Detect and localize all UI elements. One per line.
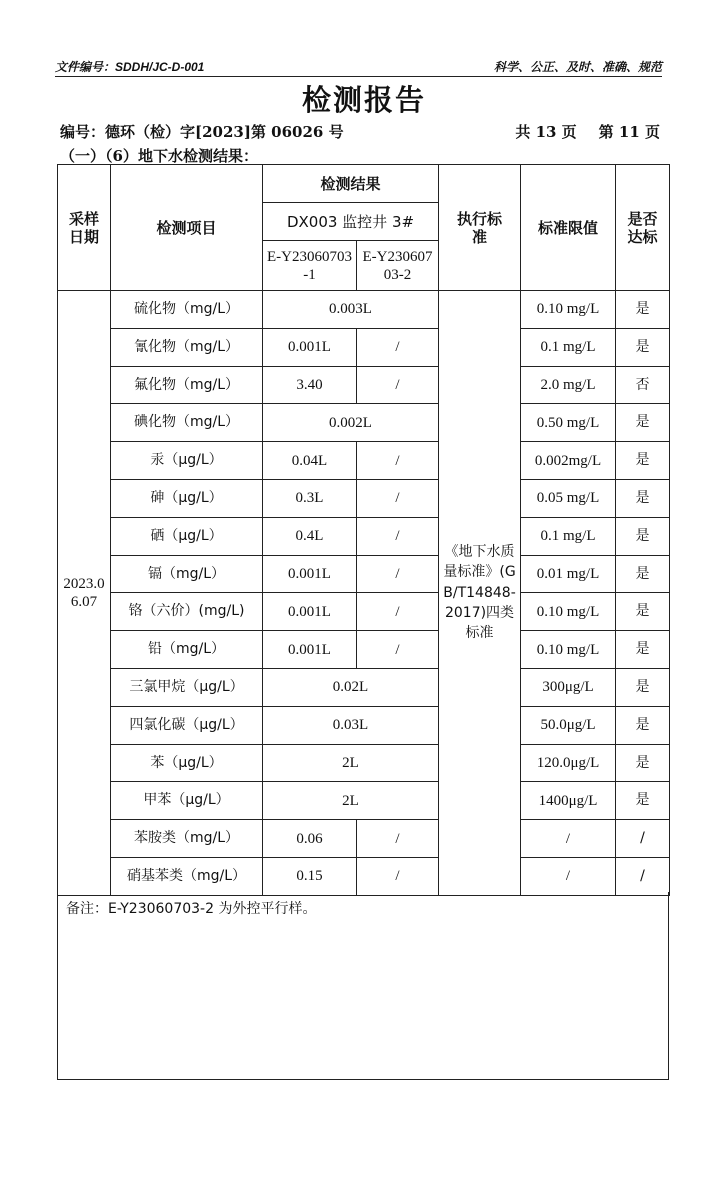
- result-sample-1: 0.3L: [263, 479, 357, 517]
- table-row: [58, 479, 670, 517]
- test-item: 硝基苯类（mg/L）: [111, 857, 263, 895]
- test-item: 汞（μg/L）: [111, 442, 263, 480]
- limit-value: 0.05 mg/L: [521, 479, 616, 517]
- section-heading: （一）（6）地下水检测结果：: [60, 147, 258, 165]
- result-sample-1: 3.40: [263, 366, 357, 404]
- limit-value: 2.0 mg/L: [521, 366, 616, 404]
- result-sample-2: /: [357, 442, 439, 480]
- result-sample-1: 0.001L: [263, 328, 357, 366]
- result-merged: 0.002L: [263, 404, 439, 442]
- compliance-value: 是: [616, 706, 670, 744]
- result-sample-2: /: [357, 555, 439, 593]
- page-title: 检测报告: [301, 83, 426, 117]
- compliance-value: 是: [616, 517, 670, 555]
- table-row: [58, 291, 670, 329]
- result-sample-2: /: [357, 857, 439, 895]
- result-merged: 0.003L: [263, 291, 439, 329]
- table-row: [58, 820, 670, 858]
- result-sample-2: /: [357, 366, 439, 404]
- result-sample-2: /: [357, 593, 439, 631]
- result-merged: 2L: [263, 744, 439, 782]
- limit-value: 0.002mg/L: [521, 442, 616, 480]
- result-sample-1: 0.15: [263, 857, 357, 895]
- file-number: 文件编号：SDDH/JC-D-001: [55, 60, 205, 74]
- compliance-value: 是: [616, 479, 670, 517]
- header-sample-1: [263, 241, 357, 291]
- limit-value: 0.01 mg/L: [521, 555, 616, 593]
- date-value: 2023.06.07: [63, 575, 105, 610]
- table-row: [58, 857, 670, 895]
- compliance-value: 是: [616, 593, 670, 631]
- header-sampling-date: 采样日期: [58, 165, 111, 291]
- table-row: [58, 668, 670, 706]
- limit-value: 1400μg/L: [521, 782, 616, 820]
- compliance-value: 是: [616, 328, 670, 366]
- compliance-value: 是: [616, 291, 670, 329]
- compliance-value: 否: [616, 366, 670, 404]
- limit-value: 300μg/L: [521, 668, 616, 706]
- test-item: 硫化物（mg/L）: [111, 291, 263, 329]
- table-row: [58, 517, 670, 555]
- compliance-value: 是: [616, 744, 670, 782]
- result-sample-2: /: [357, 328, 439, 366]
- test-item: 铬（六价）(mg/L): [111, 593, 263, 631]
- compliance-value: /: [616, 857, 670, 895]
- table-row: [58, 366, 670, 404]
- test-item: 砷（μg/L）: [111, 479, 263, 517]
- table-row: [58, 744, 670, 782]
- result-sample-1: 0.001L: [263, 593, 357, 631]
- compliance-value: 是: [616, 631, 670, 669]
- limit-value: 0.10 mg/L: [521, 593, 616, 631]
- header-limit: 标准限值: [521, 165, 616, 291]
- limit-value: 0.10 mg/L: [521, 631, 616, 669]
- header-test-result: 检测结果: [263, 165, 439, 203]
- limit-value: 0.50 mg/L: [521, 404, 616, 442]
- table-row: [58, 706, 670, 744]
- header-test-item: 检测项目: [111, 165, 263, 291]
- table-row: [58, 404, 670, 442]
- motto: 科学、公正、及时、准确、规范: [493, 60, 662, 74]
- header-compliant: 是否达标: [616, 165, 670, 291]
- result-merged: 0.02L: [263, 668, 439, 706]
- header-rule: [55, 76, 662, 77]
- sample-1-code: E-Y23060703-1: [267, 248, 352, 283]
- limit-value: 120.0μg/L: [521, 744, 616, 782]
- limit-value: 0.1 mg/L: [521, 517, 616, 555]
- remarks-text: 备注：E-Y23060703-2 为外控平行样。: [66, 901, 317, 917]
- compliance-value: 是: [616, 555, 670, 593]
- test-item: 苯（μg/L）: [111, 744, 263, 782]
- test-item: 镉（mg/L）: [111, 555, 263, 593]
- table-row: [58, 555, 670, 593]
- compliance-value: 是: [616, 442, 670, 480]
- table-row: [58, 442, 670, 480]
- test-item: 硒（μg/L）: [111, 517, 263, 555]
- compliance-value: 是: [616, 668, 670, 706]
- document-header: [55, 58, 662, 76]
- compliance-value: 是: [616, 782, 670, 820]
- test-item: 三氯甲烷（μg/L）: [111, 668, 263, 706]
- result-sample-1: 0.06: [263, 820, 357, 858]
- result-sample-1: 0.001L: [263, 631, 357, 669]
- standard-text: 《地下水质量标准》(GB/T14848-2017)四类标准: [439, 291, 521, 896]
- remarks-box: [57, 892, 669, 1080]
- total-pages: 共 13 页: [515, 123, 577, 141]
- report-number: 编号：德环（检）字[2023]第 06026 号: [60, 123, 344, 141]
- limit-value: /: [521, 820, 616, 858]
- test-item: 铅（mg/L）: [111, 631, 263, 669]
- result-sample-1: 0.001L: [263, 555, 357, 593]
- current-page: 第 11 页: [598, 123, 660, 141]
- sampling-date: [58, 291, 111, 896]
- header-well: DX003 监控井 3#: [263, 203, 439, 241]
- compliance-value: 是: [616, 404, 670, 442]
- limit-value: 0.1 mg/L: [521, 328, 616, 366]
- sample-2-code: E-Y23060703-2: [362, 248, 433, 283]
- result-sample-1: 0.4L: [263, 517, 357, 555]
- test-item: 碘化物（mg/L）: [111, 404, 263, 442]
- test-item: 苯胺类（mg/L）: [111, 820, 263, 858]
- table-row: [58, 631, 670, 669]
- result-sample-2: /: [357, 820, 439, 858]
- test-item: 氟化物（mg/L）: [111, 366, 263, 404]
- result-merged: 0.03L: [263, 706, 439, 744]
- result-sample-2: /: [357, 517, 439, 555]
- table-row: [58, 328, 670, 366]
- test-item: 甲苯（μg/L）: [111, 782, 263, 820]
- table-row: [58, 782, 670, 820]
- header-standard: 执行标准: [439, 165, 521, 291]
- result-sample-2: /: [357, 631, 439, 669]
- test-item: 四氯化碳（μg/L）: [111, 706, 263, 744]
- test-item: 氰化物（mg/L）: [111, 328, 263, 366]
- results-table: [57, 164, 670, 896]
- header-sample-2: [357, 241, 439, 291]
- result-sample-1: 0.04L: [263, 442, 357, 480]
- result-sample-2: /: [357, 479, 439, 517]
- table-row: [58, 593, 670, 631]
- limit-value: /: [521, 857, 616, 895]
- limit-value: 50.0μg/L: [521, 706, 616, 744]
- compliance-value: /: [616, 820, 670, 858]
- result-merged: 2L: [263, 782, 439, 820]
- limit-value: 0.10 mg/L: [521, 291, 616, 329]
- page-info: [493, 121, 660, 142]
